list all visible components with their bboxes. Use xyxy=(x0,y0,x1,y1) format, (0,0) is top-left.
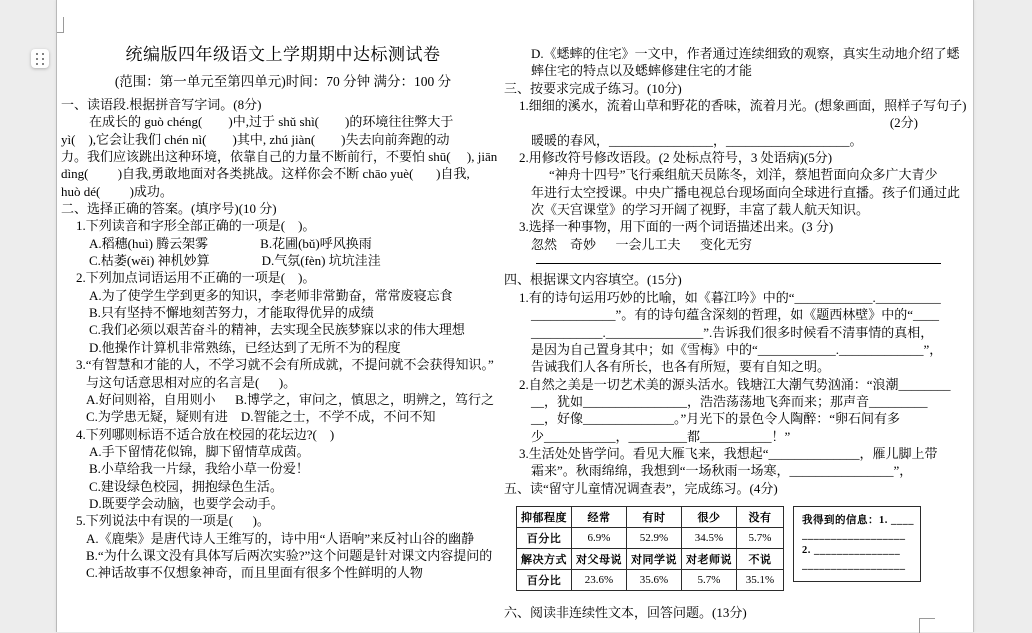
info-box xyxy=(793,506,921,582)
table-cell: 23.6% xyxy=(572,569,627,590)
table-cell: 不说 xyxy=(737,548,784,569)
text-line: 3.生活处处皆学问。看见大雁飞来，我想起“______________，雁儿脚上带 xyxy=(519,445,938,461)
drag-handle-icon[interactable] xyxy=(31,49,49,68)
left-column-body xyxy=(61,96,505,582)
text-line: C.建设绿色校园，拥抱绿色生活。 xyxy=(89,478,283,494)
left-column xyxy=(61,40,505,582)
text-line: 1.下列读音和字形全部正确的一项是( )。 xyxy=(76,218,316,234)
text-line: C.我们必须以艰苦奋斗的精神，去实现全民族梦寐以求的伟大理想 xyxy=(89,322,465,338)
table-cell: 经常 xyxy=(572,506,627,527)
table-row xyxy=(517,506,784,527)
table-row xyxy=(517,527,784,548)
text-line: 二、选择正确的答案。(填序号)(10 分) xyxy=(61,201,277,217)
text-line: 一、读语段.根据拼音写字词。(8分) xyxy=(61,97,262,112)
text-line: A.为了使学生学到更多的知识，李老师非常勤奋，常常废寝忘食 xyxy=(89,287,453,303)
text-line: 五、读“留守儿童情况调查表”，完成练习。(4分) xyxy=(504,480,778,496)
table-cell: 52.9% xyxy=(627,527,682,548)
section-six xyxy=(504,604,946,621)
table-cell: 对老师说 xyxy=(682,548,737,569)
text-line: 霜来”。秋雨绵绵，我想到“一场秋雨一场寒，________________”， xyxy=(531,463,913,479)
text-line: 5.下列说法中有误的一项是( )。 xyxy=(76,513,270,529)
table-cell: 34.5% xyxy=(682,527,737,548)
table-cell: 对父母说 xyxy=(572,548,627,569)
text-line: 2.下列加点词语运用不正确的一项是( )。 xyxy=(76,270,316,286)
table-cell: 百分比 xyxy=(517,569,572,590)
text-line: D.他操作计算机非常熟练，已经达到了无所不为的程度 xyxy=(89,339,401,355)
text-line: yì( ),它会让我们 chén nì( )其中, zhú jiàn( )失去向前奔跑的动 xyxy=(61,131,450,147)
text-line: __，好像______________。”月光下的景色令人陶醉：“卵石间有多 xyxy=(531,411,901,427)
text-line: B.小草给我一片绿，我给小草一份爱！ xyxy=(89,461,309,477)
text-line: A.手下留情花似锦，脚下留情草成茵。 xyxy=(89,443,310,459)
table-cell: 35.1% xyxy=(737,569,784,590)
text-line: 忽然 奇妙 一会儿工夫 变化无穷 xyxy=(531,236,753,252)
text-line: 2.自然之美是一切艺术美的源头活水。钱塘江大潮气势汹涌：“浪潮________ xyxy=(519,376,951,392)
text-line: D.既要学会动脑，也要学会动手。 xyxy=(89,495,284,511)
table-cell: 有时 xyxy=(627,506,682,527)
text-line: 是因为自己置身其中；如《雪梅》中的“____________._____________”， xyxy=(531,341,943,357)
text-line: 与这句话意思相对应的名言是( )。 xyxy=(86,374,297,390)
drag-dots-icon xyxy=(36,53,44,65)
text-line: B.只有坚持不懈地刻苦努力，才能取得优异的成绩 xyxy=(89,305,374,321)
text-line: 1.有的诗句运用巧妙的比喻，如《暮江吟》中的“____________.__________ xyxy=(519,289,941,305)
text-line: 少___________，_________都___________！” xyxy=(531,428,791,444)
text-line: (2分) xyxy=(889,115,918,131)
text-line: 暖暖的春风，________________，___________________。 xyxy=(531,132,863,148)
text-line: D.《蟋蟀的住宅》一文中，作者通过连续细致的观察，真实生动地介绍了蟋 xyxy=(531,46,960,61)
document-page xyxy=(56,0,974,632)
table-cell: 百分比 xyxy=(517,527,572,548)
text-line: huò dé( )成功。 xyxy=(61,183,173,199)
survey-table xyxy=(516,506,784,591)
text-line: 4.下列哪则标语不适合放在校园的花坛边?( ) xyxy=(76,426,335,442)
table-cell: 35.6% xyxy=(627,569,682,590)
text-line: 力。我们应该跳出这种环境，依靠自己的力量不断前行，不要怕 shū( ), jiān xyxy=(61,149,498,165)
info-box-line: 2. _______________ xyxy=(802,544,901,556)
text-line: 次《天宫课堂》的学习开阔了视野，丰富了载人航天知识。 xyxy=(531,202,870,218)
table-cell: 没有 xyxy=(737,506,784,527)
page-subtitle: (范围：第一单元至第四单元)时间：70 分钟 满分：100 分 xyxy=(114,74,452,89)
text-line: “神舟十四号”飞行乘组航天员陈冬，刘洋，蔡旭哲面向众多广大青少 xyxy=(549,167,938,183)
right-column-body xyxy=(504,45,967,497)
margin-corner-mark-top-left xyxy=(57,17,64,33)
table-cell: 6.9% xyxy=(572,527,627,548)
table-cell: 5.7% xyxy=(737,527,784,548)
info-box-line: 我得到的信息：1. ____ xyxy=(802,514,914,526)
text-line: A.稻穗(huì) 腾云架雾 B.花圃(bǔ)呼风换雨 xyxy=(89,235,372,251)
table-cell: 很少 xyxy=(682,506,737,527)
text-line: ___________._______________”.告诉我们很多时候看不清事情的真相， xyxy=(531,324,934,340)
table-row xyxy=(517,548,784,569)
table-row xyxy=(517,569,784,590)
text-line: 3.“有智慧和才能的人，不学习就不会有所成就，不提问就不会获得知识。” xyxy=(76,357,494,373)
text-line: 2.用修改符号修改语段。(2 处标点符号，3 处语病)(5分) xyxy=(519,150,833,166)
info-box-line: __________________ xyxy=(802,559,906,571)
table-cell: 抑郁程度 xyxy=(517,506,572,527)
text-line: dìng( )自我,勇敢地面对各类挑战。这样你会不断 chāo yuè( )自我, xyxy=(61,166,470,182)
table-cell: 5.7% xyxy=(682,569,737,590)
answer-underline xyxy=(536,253,941,264)
text-line: B.“为什么课文没有具体写后两次实验?”这个问题是针对课文内容提问的 xyxy=(86,547,493,563)
table-cell: 解决方式 xyxy=(517,548,572,569)
table-cell: 对同学说 xyxy=(627,548,682,569)
text-line: 在成长的 guò chéng( )中,过于 shǔ shì( )的环境往往弊大于 xyxy=(89,114,454,130)
text-line: A.《鹿柴》是唐代诗人王维写的，诗中用“人语响”来反衬山谷的幽静 xyxy=(86,530,475,546)
right-column xyxy=(504,45,967,621)
text-line: C.为学患无疑，疑则有进 D.智能之士，不学不成，不问不知 xyxy=(86,409,436,425)
text-line: 告诫我们人各有所长，也各有所短，要有自知之明。 xyxy=(531,359,831,375)
text-line: A.好问则裕，自用则小 B.博学之，审问之，慎思之，明辨之，笃行之 xyxy=(86,391,495,407)
text-line: 3.选择一种事物，用下面的一两个词语描述出来。(3 分) xyxy=(519,219,834,235)
text-line: _____________”。有的诗句蕴含深刻的哲理，如《题西林壁》中的“____ xyxy=(531,307,940,323)
text-line: __，犹如________________，浩浩荡荡地飞奔而来；那声音_________ xyxy=(531,393,928,409)
text-line: 1.细细的溪水，流着山草和野花的香味，流着月光。(想象画面，照样子写句子) xyxy=(519,98,967,114)
text-line: 年进行太空授课。中央广播电视总台现场面向全球进行直播。孩子们通过此 xyxy=(531,184,961,200)
text-line: 三、按要求完成子练习。(10分) xyxy=(504,80,682,96)
text-line: 蟀住宅的特点以及蟋蟀修建住宅的才能 xyxy=(531,63,753,79)
info-box-line: __________________ xyxy=(802,529,906,541)
text-line: C.神话故事不仅想象神奇，而且里面有很多个性鲜明的人物 xyxy=(86,565,423,581)
page-title: 统编版四年级语文上学期期中达标测试卷 xyxy=(125,45,441,64)
text-line: C.枯萎(wěi) 神机妙算 D.气氛(fèn) 坑坑洼洼 xyxy=(89,253,381,269)
text-line: 六、阅读非连续性文本，回答问题。(13分) xyxy=(504,604,747,620)
survey-block xyxy=(516,506,946,591)
text-line: 四、根据课文内容填空。(15分) xyxy=(504,272,682,288)
